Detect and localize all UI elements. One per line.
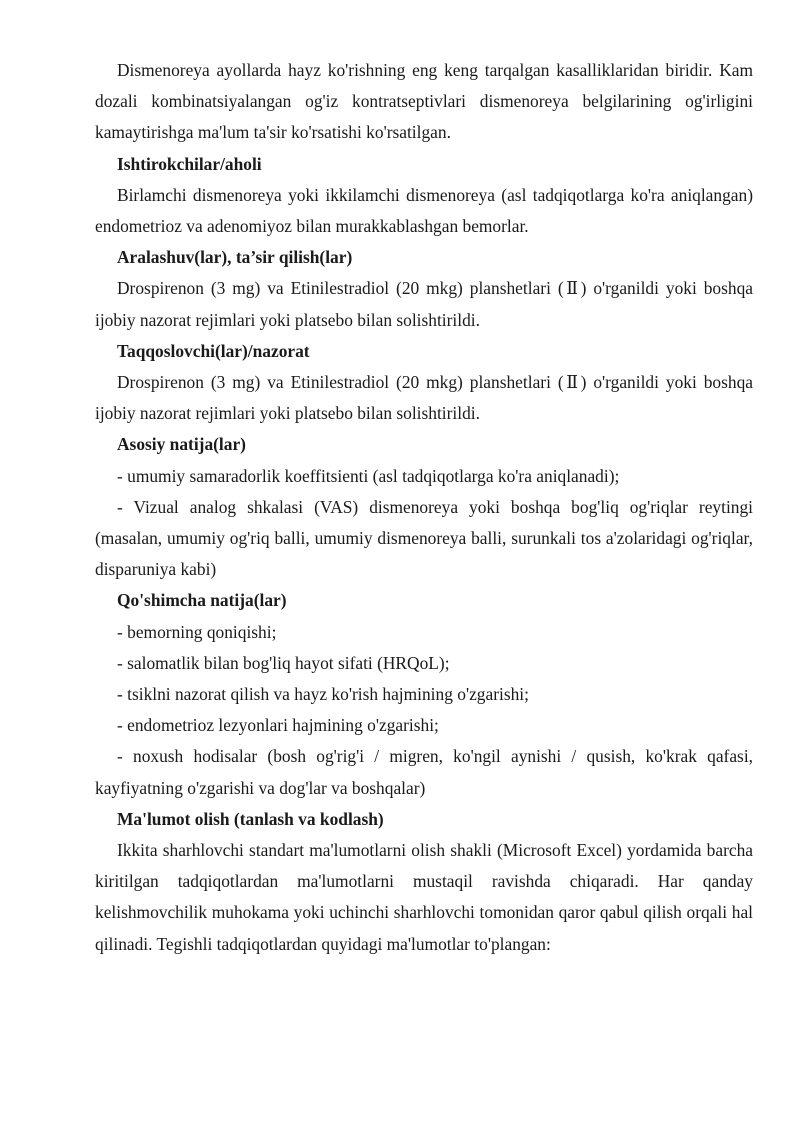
intro-paragraph: Dismenoreya ayollarda hayz ko'rishning eng keng tarqalgan kasalliklaridan biridir. Kam dozali kombinatsiyalangan og'iz kontratseptivlari dismenoreya belgilarining og'irligini kamaytirishga ma'lum ta'sir ko'rsatishi ko'rsatilgan. <box>95 60 753 143</box>
additional-outcome-item: - bemorning qoniqishi; <box>117 621 277 642</box>
comparators-paragraph: Drospirenon (3 mg) va Etinilestradiol (20 mkg) planshetlari (Ⅱ) o'rganildi yoki boshqa ijobiy nazorat rejimlari yoki platsebo bilan solishtirildi. <box>95 372 753 424</box>
additional-outcome-item: - salomatlik bilan bog'liq hayot sifati (HRQoL); <box>117 652 450 673</box>
document-page <box>95 55 753 960</box>
main-outcome-item: - umumiy samaradorlik koeffitsienti (asl tadqiqotlarga ko'ra aniqlanadi); <box>117 465 620 486</box>
data-extraction-heading: Ma'lumot olish (tanlash va kodlash) <box>117 808 384 829</box>
participants-heading: Ishtirokchilar/aholi <box>117 153 262 174</box>
interventions-heading: Aralashuv(lar), ta’sir qilish(lar) <box>117 247 353 268</box>
data-extraction-paragraph: Ikkita sharhlovchi standart ma'lumotlarni olish shakli (Microsoft Excel) yordamida barcha kiritilgan tadqiqotlardan ma'lumotlarni mustaqil ravishda chiqaradi. Har qanday kelishmovchilik muhokama yoki uchinchi sharhlovchi tomonidan qaror qabul qilish orqali hal qilinadi. Tegishli tadqiqotlardan quyidagi ma'lumotlar to'plangan: <box>95 840 753 954</box>
main-outcome-item: - Vizual analog shkalasi (VAS) dismenoreya yoki boshqa bog'liq og'riqlar reytingi (masalan, umumiy og'riq balli, umumiy dismenoreya balli, surunkali tos a'zolaridagi og'riqlar, disparuniya kabi) <box>95 496 753 580</box>
additional-outcome-item: - endometrioz lezyonlari hajmining o'zgarishi; <box>117 715 439 736</box>
participants-paragraph: Birlamchi dismenoreya yoki ikkilamchi dismenoreya (asl tadqiqotlarga ko'ra aniqlangan) endometrioz va adenomiyoz bilan murakkablashgan bemorlar. <box>95 184 753 237</box>
comparators-heading: Taqqoslovchi(lar)/nazorat <box>117 340 310 361</box>
interventions-paragraph: Drospirenon (3 mg) va Etinilestradiol (20 mkg) planshetlari (Ⅱ) o'rganildi yoki boshqa ijobiy nazorat rejimlari yoki platsebo bilan solishtirildi. <box>95 278 753 330</box>
main-outcomes-heading: Asosiy natija(lar) <box>117 434 246 455</box>
additional-outcome-item: - tsiklni nazorat qilish va hayz ko'rish hajmining o'zgarishi; <box>117 684 529 705</box>
additional-outcomes-heading: Qo'shimcha natija(lar) <box>117 590 287 611</box>
additional-outcome-item: - noxush hodisalar (bosh og'rig'i / migren, ko'ngil aynishi / qusish, ko'krak qafasi, kayfiyatning o'zgarishi va dog'lar va boshqalar) <box>95 746 753 798</box>
